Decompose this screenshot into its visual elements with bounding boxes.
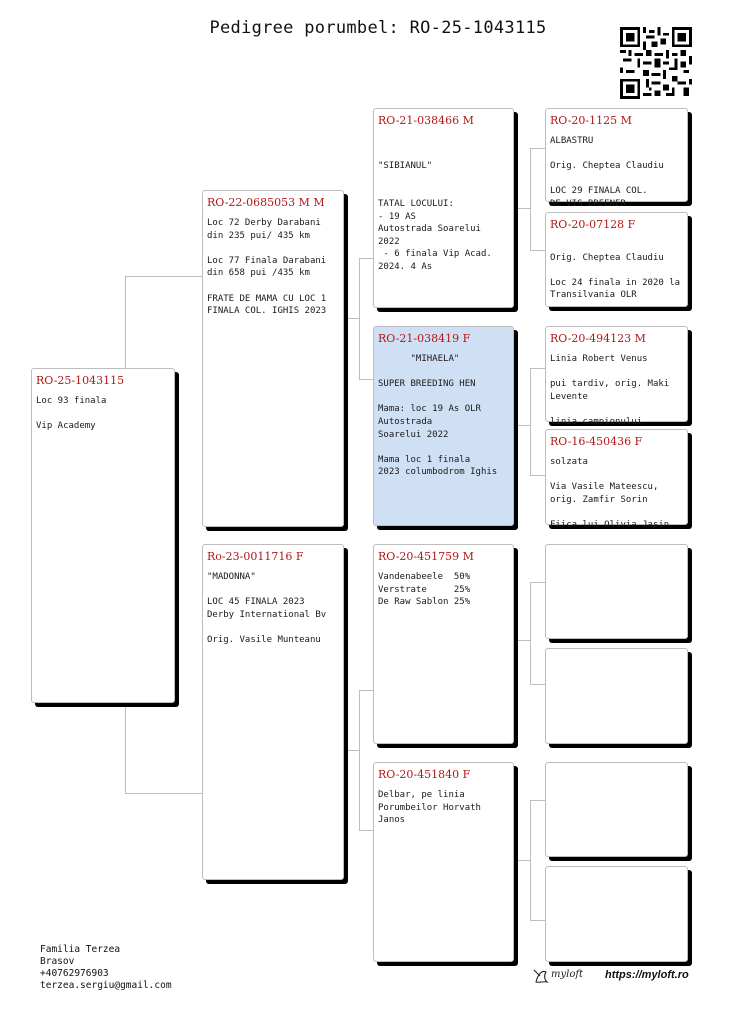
connector-line <box>530 800 531 920</box>
connector-line <box>513 208 530 209</box>
connector-line <box>125 793 202 794</box>
connector-line <box>530 250 545 251</box>
pigeon-card-sire-sire-dam[interactable] <box>545 212 688 307</box>
pigeon-card-empty[interactable] <box>545 544 688 639</box>
pigeon-notes: "MADONNA" LOC 45 FINALA 2023 Derby International Bv Orig. Vasile Munteanu <box>207 572 327 645</box>
pigeon-notes: Orig. Cheptea Claudiu Loc 24 finala in 2020 la Transilvania OLR <box>550 252 681 301</box>
connector-line <box>530 368 545 369</box>
pigeon-notes: "MIHAELA" SUPER BREEDING HEN Mama: loc 19 As OLR Autostrada Soarelui 2022 Mama loc 1 finala 2023 columbodrom Ighis <box>378 354 498 478</box>
pigeon-card-dam-dam[interactable] <box>373 762 514 962</box>
connector-line <box>125 276 202 277</box>
ring-number: RO-25-1043115 <box>36 374 125 387</box>
connector-line <box>530 920 545 921</box>
connector-line <box>530 800 545 801</box>
pigeon-card-sire-dam[interactable] <box>373 326 514 526</box>
pigeon-notes: Loc 93 finala Vip Academy <box>36 396 107 432</box>
ring-number: RO-20-451840 F <box>378 768 471 781</box>
connector-line <box>530 684 545 685</box>
ring-number: RO-20-07128 F <box>550 218 636 231</box>
brand-logo-text: myloft <box>551 969 584 980</box>
pigeon-card-sire-dam-dam[interactable] <box>545 429 688 530</box>
connector-line <box>125 703 126 793</box>
page-title: Pedigree porumbel: RO-25-1043115 <box>209 18 547 38</box>
pigeon-card-empty[interactable] <box>545 762 688 857</box>
ring-number: Ro-23-0011716 F <box>207 550 304 563</box>
pigeon-notes: "SIBIANUL" TATAL LOCULUI: - 19 AS Autostrada Soarelui 2022 - 6 finala Vip Acad. 2024. 4 As <box>378 161 492 272</box>
connector-line <box>359 830 373 831</box>
owner-phone: +40762976903 <box>40 968 109 979</box>
ring-number: RO-21-038466 M <box>378 114 474 127</box>
ring-number: RO-21-038419 F <box>378 332 471 345</box>
connector-line <box>359 379 373 380</box>
pigeon-card-subject[interactable] <box>31 368 175 703</box>
brand-url-link[interactable]: https://myloft.ro <box>605 969 689 981</box>
connector-line <box>530 148 531 250</box>
owner-contact <box>40 944 172 992</box>
ring-number: RO-20-494123 M <box>550 332 646 345</box>
connector-line <box>359 690 373 691</box>
connector-line <box>530 368 531 475</box>
connector-line <box>513 640 530 641</box>
owner-email[interactable]: terzea.sergiu@gmail.com <box>40 980 172 991</box>
owner-city: Brasov <box>40 956 75 967</box>
connector-line <box>530 475 545 476</box>
connector-line <box>359 258 360 379</box>
pigeon-card-empty[interactable] <box>545 866 688 962</box>
qr-code-icon <box>620 27 692 99</box>
connector-line <box>343 318 359 319</box>
pigeon-card-dam[interactable] <box>202 544 344 880</box>
connector-line <box>530 582 545 583</box>
pigeon-card-sire[interactable] <box>202 190 344 527</box>
ring-number: RO-20-1125 M <box>550 114 632 127</box>
connector-line <box>359 690 360 830</box>
connector-line <box>359 258 373 259</box>
pigeon-notes: Linia Robert Venus pui tardiv, orig. Maki Levente linia campionului <box>550 354 670 427</box>
pigeon-card-empty[interactable] <box>545 648 688 744</box>
ring-number: RO-16-450436 F <box>550 435 643 448</box>
connector-line <box>513 860 530 861</box>
pigeon-notes: Vandenabeele 50% Verstrate 25% De Raw Sablon 25% <box>378 572 471 608</box>
connector-line <box>513 425 530 426</box>
connector-line <box>530 582 531 684</box>
pigeon-notes: solzata Via Vasile Mateescu, orig. Zamfir Sorin Fiica lui Olivia Jasin <box>550 457 670 530</box>
connector-line <box>530 148 545 149</box>
pigeon-card-sire-dam-sire[interactable] <box>545 326 688 427</box>
owner-name: Familia Terzea <box>40 944 121 955</box>
connector-line <box>125 276 126 368</box>
connector-line <box>343 750 359 751</box>
pigeon-card-sire-sire-sire[interactable] <box>545 108 688 209</box>
ring-number: RO-22-0685053 M M <box>207 196 325 209</box>
pigeon-card-dam-sire[interactable] <box>373 544 514 744</box>
pigeon-card-sire-sire[interactable] <box>373 108 514 308</box>
ring-number: RO-20-451759 M <box>378 550 474 563</box>
pigeon-notes: Delbar, pe linia Porumbeilor Horvath Janos <box>378 790 481 826</box>
pigeon-notes: ALBASTRU Orig. Cheptea Claudiu LOC 29 FINALA COL. DE VIS BREENER <box>550 136 664 209</box>
pigeon-notes: Loc 72 Derby Darabani din 235 pui/ 435 km Loc 77 Finala Darabani din 658 pui /435 km FRATE DE MAMA CU LOC 1 FINALA COL. IGHIS 2023 <box>207 218 327 317</box>
